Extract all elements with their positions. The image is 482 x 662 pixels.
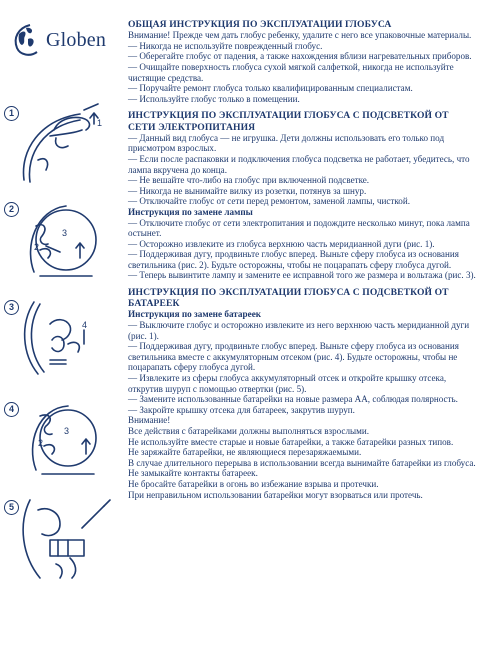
globe-meridian-removal-illustration [20, 100, 116, 186]
figure-3 [4, 294, 120, 380]
svg-text:1: 1 [97, 118, 103, 128]
paragraph: — Отключайте глобус от сети перед ремонтом, заменой лампы, чисткой. [128, 196, 410, 207]
svg-text:3: 3 [62, 228, 68, 238]
figure-number: 5 [4, 500, 19, 515]
paragraph: — Теперь вывинтите лампу и замените ее исправной того же размера и вольтажа (рис. 3). [128, 270, 476, 281]
figure-number: 3 [4, 300, 19, 315]
paragraph: — Осторожно извлеките из глобуса верхнюю часть меридианной дуги (рис. 1). [128, 238, 435, 249]
paragraph: — Извлеките из сферы глобуса аккумуляторный отсек и откройте крышку отсека, открутив шуруп с помощью отвертки (рис. 5). [128, 373, 447, 394]
svg-text:2: 2 [38, 438, 44, 448]
paragraph: В случае длительного перерыва в использовании всегда вынимайте батарейки из глобуса. [128, 457, 476, 468]
brand-name: Globen [46, 28, 107, 51]
figure-number: 4 [4, 402, 19, 417]
paragraph: — Поддерживая дугу, продвиньте глобус вперед. Выньте сферу глобуса из основания светильника вместе с аккумуляторным отсеком (рис. 4). Будьте осторожны, чтобы не поцарапать сферу глобуса дугой. [128, 341, 459, 373]
section-heading: ОБЩАЯ ИНСТРУКЦИЯ ПО ЭКСПЛУАТАЦИИ ГЛОБУСА [128, 19, 392, 30]
svg-text:2: 2 [34, 242, 40, 252]
globen-logo-icon [10, 22, 44, 58]
paragraph: — Никогда не используйте поврежденный глобус. [128, 40, 323, 51]
figure-number: 2 [4, 202, 19, 217]
battery-sphere-removal-illustration [20, 396, 116, 482]
subsection-heading: Инструкция по замене батареек [128, 309, 262, 320]
paragraph: Все действия с батарейками должны выполняться взрослыми. [128, 426, 370, 437]
subsection-heading: Инструкция по замене лампы [128, 206, 253, 217]
figure-number: 1 [4, 106, 19, 121]
figure-1 [4, 100, 120, 186]
paragraph: — Никогда не вынимайте вилку из розетки, потянув за шнур. [128, 185, 367, 196]
paragraph: При неправильном использовании батарейки могут взорваться или протечь. [128, 489, 423, 500]
section-heading: ИНСТРУКЦИЯ ПО ЭКСПЛУАТАЦИИ ГЛОБУСА С ПОДСВЕТКОЙ ОТ СЕТИ ЭЛЕКТРОПИТАНИЯ [128, 110, 449, 133]
paragraph: — Не вешайте что-либо на глобус при включенной подсветке. [128, 175, 370, 186]
paragraph: — Если после распаковки и подключения глобуса подсветка не работает, убедитесь, что лампа вкручена до конца. [128, 153, 470, 175]
paragraph: Не заряжайте батарейки, не являющиеся перезаряжаемыми. [128, 447, 362, 458]
paragraph: — Выключите глобус и осторожно извлеките из него верхнюю часть меридианной дуги (рис. 1). [128, 320, 470, 341]
paragraph: Не замыкайте контакты батареек. [128, 468, 258, 479]
paragraph: — Оберегайте глобус от падения, а также нахождения вблизи нагревательных приборов. [128, 51, 472, 62]
figure-5 [4, 494, 120, 580]
instructions-content [128, 19, 476, 506]
figure-2 [4, 196, 120, 282]
paragraph: Не используйте вместе старые и новые батарейки, а также батарейки разных типов. [128, 436, 454, 447]
mains-lighting-section [128, 110, 476, 281]
battery-compartment-screwdriver-illustration [20, 494, 116, 584]
paragraph: — Данный вид глобуса — не игрушка. Дети должны использовать его только под присмотром взрослых. [128, 132, 445, 154]
paragraph: Внимание! [128, 415, 171, 426]
paragraph: — Поддерживая дугу, продвиньте глобус вперед. Выньте сферу глобуса из основания светильника (рис. 2). Будьте осторожны, чтобы не поцарапать сферу глобуса дугой. [128, 249, 459, 270]
general-instructions-section [128, 19, 476, 104]
globe-sphere-removal-illustration [20, 196, 116, 282]
paragraph: — Поручайте ремонт глобуса только квалифицированным специалистам. [128, 83, 413, 94]
svg-text:4: 4 [82, 320, 88, 330]
figures-column [0, 100, 122, 660]
paragraph: — Отключите глобус от сети электропитания и подождите несколько минут, пока лампа остынет. [128, 217, 470, 239]
paragraph: — Закройте крышку отсека для батареек, закрутив шуруп. [128, 404, 355, 415]
paragraph: Не бросайте батарейки в огонь во избежание взрыва и протечки. [128, 478, 379, 489]
section-heading: ИНСТРУКЦИЯ ПО ЭКСПЛУАТАЦИИ ГЛОБУСА С ПОДСВЕТКОЙ ОТ БАТАРЕЕК [128, 287, 449, 310]
lamp-replacement-illustration [20, 294, 116, 380]
paragraph: — Используйте глобус только в помещении. [128, 93, 300, 104]
globen-logo [10, 20, 122, 60]
svg-text:3: 3 [64, 426, 70, 436]
paragraph: — Замените использованные батарейки на новые размера АА, соблюдая полярность. [128, 394, 458, 405]
battery-lighting-section [128, 287, 476, 500]
figure-4 [4, 396, 120, 482]
paragraph: Внимание! Прежде чем дать глобус ребенку, удалите с него все упаковочные материалы. [128, 30, 472, 41]
paragraph: — Очищайте поверхность глобуса сухой мягкой салфеткой, никогда не используйте чистящие средства. [128, 61, 454, 83]
